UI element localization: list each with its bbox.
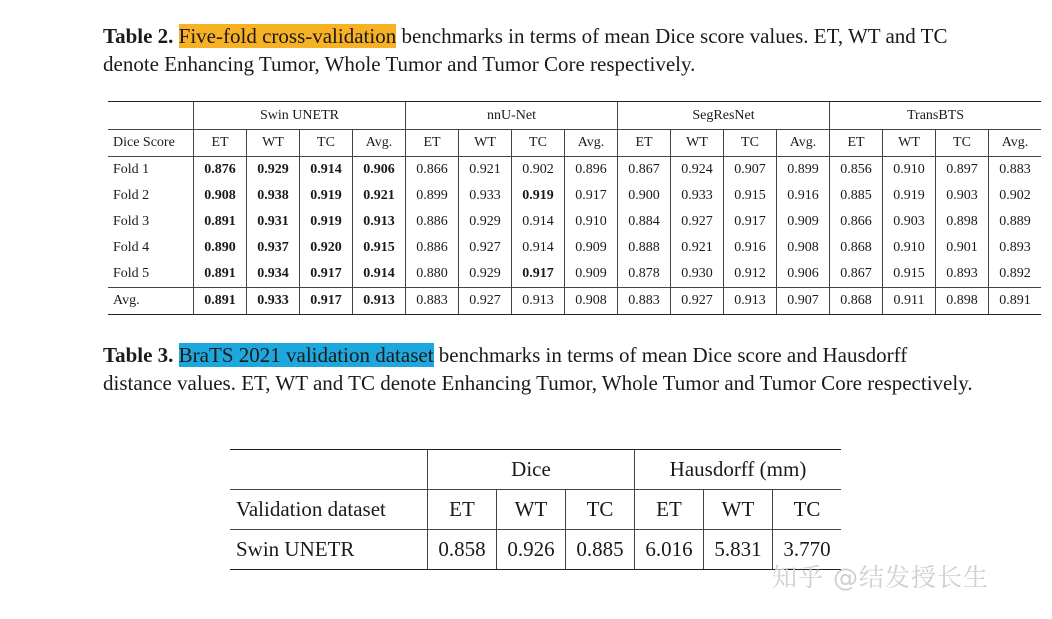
table-cell: 0.919 [512,183,565,209]
table-cell: 0.917 [300,288,353,315]
table-cell: 0.933 [671,183,724,209]
table-cell: 0.888 [618,235,671,261]
table-cell: 0.867 [830,261,883,288]
table-cell: 0.911 [883,288,936,315]
table-cell: 0.909 [777,209,830,235]
table-cell: 0.917 [300,261,353,288]
table-cell: 0.909 [565,261,618,288]
table3-cell: 0.858 [428,530,497,570]
table-cell: 0.866 [406,157,459,184]
table3-group-hausdorff: Hausdorff (mm) [635,450,842,490]
table-cell: 0.883 [989,157,1042,184]
table-cell: 0.893 [989,235,1042,261]
row-label: Fold 3 [113,214,150,229]
table-cell: 0.896 [565,157,618,184]
table3-row-header: Validation dataset [230,490,428,530]
table2-group-header: nnU-Net [406,102,618,130]
table-cell: 0.929 [459,209,512,235]
table-cell: 0.917 [512,261,565,288]
table2-column-header: WT [671,130,724,157]
table-cell: 0.866 [830,209,883,235]
table-cell: 0.884 [618,209,671,235]
table3-column-header: ET [635,490,704,530]
table2 [108,101,1041,315]
table2-column-header: ET [194,130,247,157]
table-cell: 0.900 [618,183,671,209]
row-label: Fold 2 [113,188,150,203]
table-cell: 0.890 [194,235,247,261]
table2-column-header: Avg. [989,130,1042,157]
table2-column-header: Avg. [565,130,618,157]
table-cell: 0.913 [353,288,406,315]
table-cell: 0.929 [247,157,300,184]
table-cell: 0.934 [247,261,300,288]
table2-column-header: Avg. [777,130,830,157]
table-cell: 0.909 [565,235,618,261]
table2-column-header: ET [406,130,459,157]
table-cell: 0.883 [618,288,671,315]
table2-column-header: ET [618,130,671,157]
table3-row [230,530,841,570]
table2-group-header: TransBTS [830,102,1042,130]
table-cell: 0.929 [459,261,512,288]
table-cell: 0.914 [300,157,353,184]
table-cell: 0.889 [989,209,1042,235]
table-cell: 0.899 [777,157,830,184]
table-cell: 0.914 [512,235,565,261]
table2-column-header: WT [883,130,936,157]
table3-group-dice: Dice [428,450,635,490]
table2-group-header: SegResNet [618,102,830,130]
table-cell: 0.919 [300,183,353,209]
table2-column-header: TC [300,130,353,157]
table2-column-header: TC [512,130,565,157]
table3-column-header-row [230,490,841,530]
table-cell: 0.927 [459,288,512,315]
table-cell: 0.917 [565,183,618,209]
watermark: 知乎 @结发授长生 [772,563,989,592]
table3-caption-label: Table 3. [103,343,174,367]
table-cell: 0.867 [618,157,671,184]
table-cell: 0.924 [671,157,724,184]
table-cell: 0.914 [353,261,406,288]
table-cell: 0.919 [300,209,353,235]
table2-column-header: TC [936,130,989,157]
table-cell: 0.902 [512,157,565,184]
table-cell: 0.927 [671,209,724,235]
table3-corner [230,450,428,490]
table-cell: 0.885 [830,183,883,209]
table2-body [108,157,1041,288]
table-cell: 0.912 [724,261,777,288]
table-cell: 0.898 [936,288,989,315]
table3-column-header: WT [497,490,566,530]
table-cell: 0.907 [724,157,777,184]
table2-average [108,288,1041,315]
table-cell: 0.915 [724,183,777,209]
table-cell: 0.927 [671,288,724,315]
row-label: Fold 1 [108,157,194,184]
table-cell: 0.920 [300,235,353,261]
table-cell: 0.892 [989,261,1042,288]
table-cell: 0.903 [936,183,989,209]
table-cell: 0.921 [671,235,724,261]
table-cell: 0.897 [936,157,989,184]
table-cell: 0.927 [459,235,512,261]
table3-row-label: Swin UNETR [230,530,428,570]
table-cell: 0.933 [247,288,300,315]
table-cell: 0.899 [406,183,459,209]
table-cell: 0.893 [936,261,989,288]
table2-column-header-row [108,130,1041,157]
table-cell: 0.908 [565,288,618,315]
table-cell: 0.880 [406,261,459,288]
table-cell: 0.891 [194,261,247,288]
table-cell: 0.910 [883,235,936,261]
table-cell: 0.931 [247,209,300,235]
table-row [108,183,1041,209]
table3-column-header: WT [704,490,773,530]
table-row [108,235,1041,261]
table-cell: 0.919 [883,183,936,209]
table-cell: 0.878 [618,261,671,288]
table-cell: 0.891 [194,209,247,235]
table-cell: 0.930 [671,261,724,288]
table2-caption-highlight: Five-fold cross-validation [178,24,397,48]
table3-cell: 5.831 [704,530,773,570]
row-label: Fold 5 [113,266,150,281]
table3-caption-text: benchmarks in terms of mean Dice score and Hausdorff distance values. ET, WT and TC denote Enhancing Tumor, Whole Tumor and Tumor Core respectively. [103,343,973,395]
table-cell: 0.910 [883,157,936,184]
table-cell: 0.868 [830,288,883,315]
table-cell: 0.916 [777,183,830,209]
table3-column-header: TC [773,490,842,530]
table2-row-header: Dice Score [108,130,194,157]
table-cell: 0.898 [936,209,989,235]
table-cell: 0.891 [194,288,247,315]
table3-cell: 0.885 [566,530,635,570]
table-cell: 0.902 [989,183,1042,209]
table2-caption-label: Table 2. [103,24,174,48]
table-cell: 0.903 [883,209,936,235]
table-cell: 0.886 [406,209,459,235]
table-cell: 0.913 [724,288,777,315]
table-cell: 0.938 [247,183,300,209]
table3-caption [103,341,973,397]
table-cell: 0.933 [459,183,512,209]
table-cell: 0.908 [777,235,830,261]
table-row [108,288,1041,315]
table-cell: 0.906 [777,261,830,288]
table-cell: 0.907 [777,288,830,315]
table-row [108,157,1041,184]
table3-cell: 0.926 [497,530,566,570]
table-cell: 0.906 [353,157,406,184]
table-cell: 0.910 [565,209,618,235]
table-cell: 0.917 [724,209,777,235]
table-cell: 0.883 [406,288,459,315]
table-cell: 0.908 [194,183,247,209]
table3-cell: 6.016 [635,530,704,570]
table2-corner [108,102,194,130]
table2-group-header: Swin UNETR [194,102,406,130]
row-label: Fold 4 [113,240,150,255]
table-cell: 0.916 [724,235,777,261]
table-cell: 0.915 [353,235,406,261]
table-cell: 0.913 [353,209,406,235]
table-cell: 0.915 [883,261,936,288]
table-cell: 0.868 [830,235,883,261]
table-cell: 0.876 [194,157,247,184]
table3 [230,449,841,570]
table-row [108,261,1041,288]
table-cell: 0.914 [512,209,565,235]
table-row [108,209,1041,235]
table2-column-header: WT [247,130,300,157]
table3-cell: 3.770 [773,530,842,570]
table-cell: 0.921 [353,183,406,209]
table-cell: 0.937 [247,235,300,261]
row-label: Avg. [108,288,194,315]
table-cell: 0.856 [830,157,883,184]
table2-caption-text: benchmarks in terms of mean Dice score values. ET, WT and TC denote Enhancing Tumor, Whole Tumor and Tumor Core respectively. [103,24,948,76]
table2-column-header: ET [830,130,883,157]
table3-column-header: ET [428,490,497,530]
table2-column-header: WT [459,130,512,157]
table2-column-header: Avg. [353,130,406,157]
table-cell: 0.891 [989,288,1042,315]
table-cell: 0.901 [936,235,989,261]
table-cell: 0.886 [406,235,459,261]
table-cell: 0.913 [512,288,565,315]
table-cell: 0.921 [459,157,512,184]
table2-column-header: TC [724,130,777,157]
table3-column-header: TC [566,490,635,530]
table3-caption-highlight: BraTS 2021 validation dataset [178,343,434,367]
table2-caption [103,22,973,78]
